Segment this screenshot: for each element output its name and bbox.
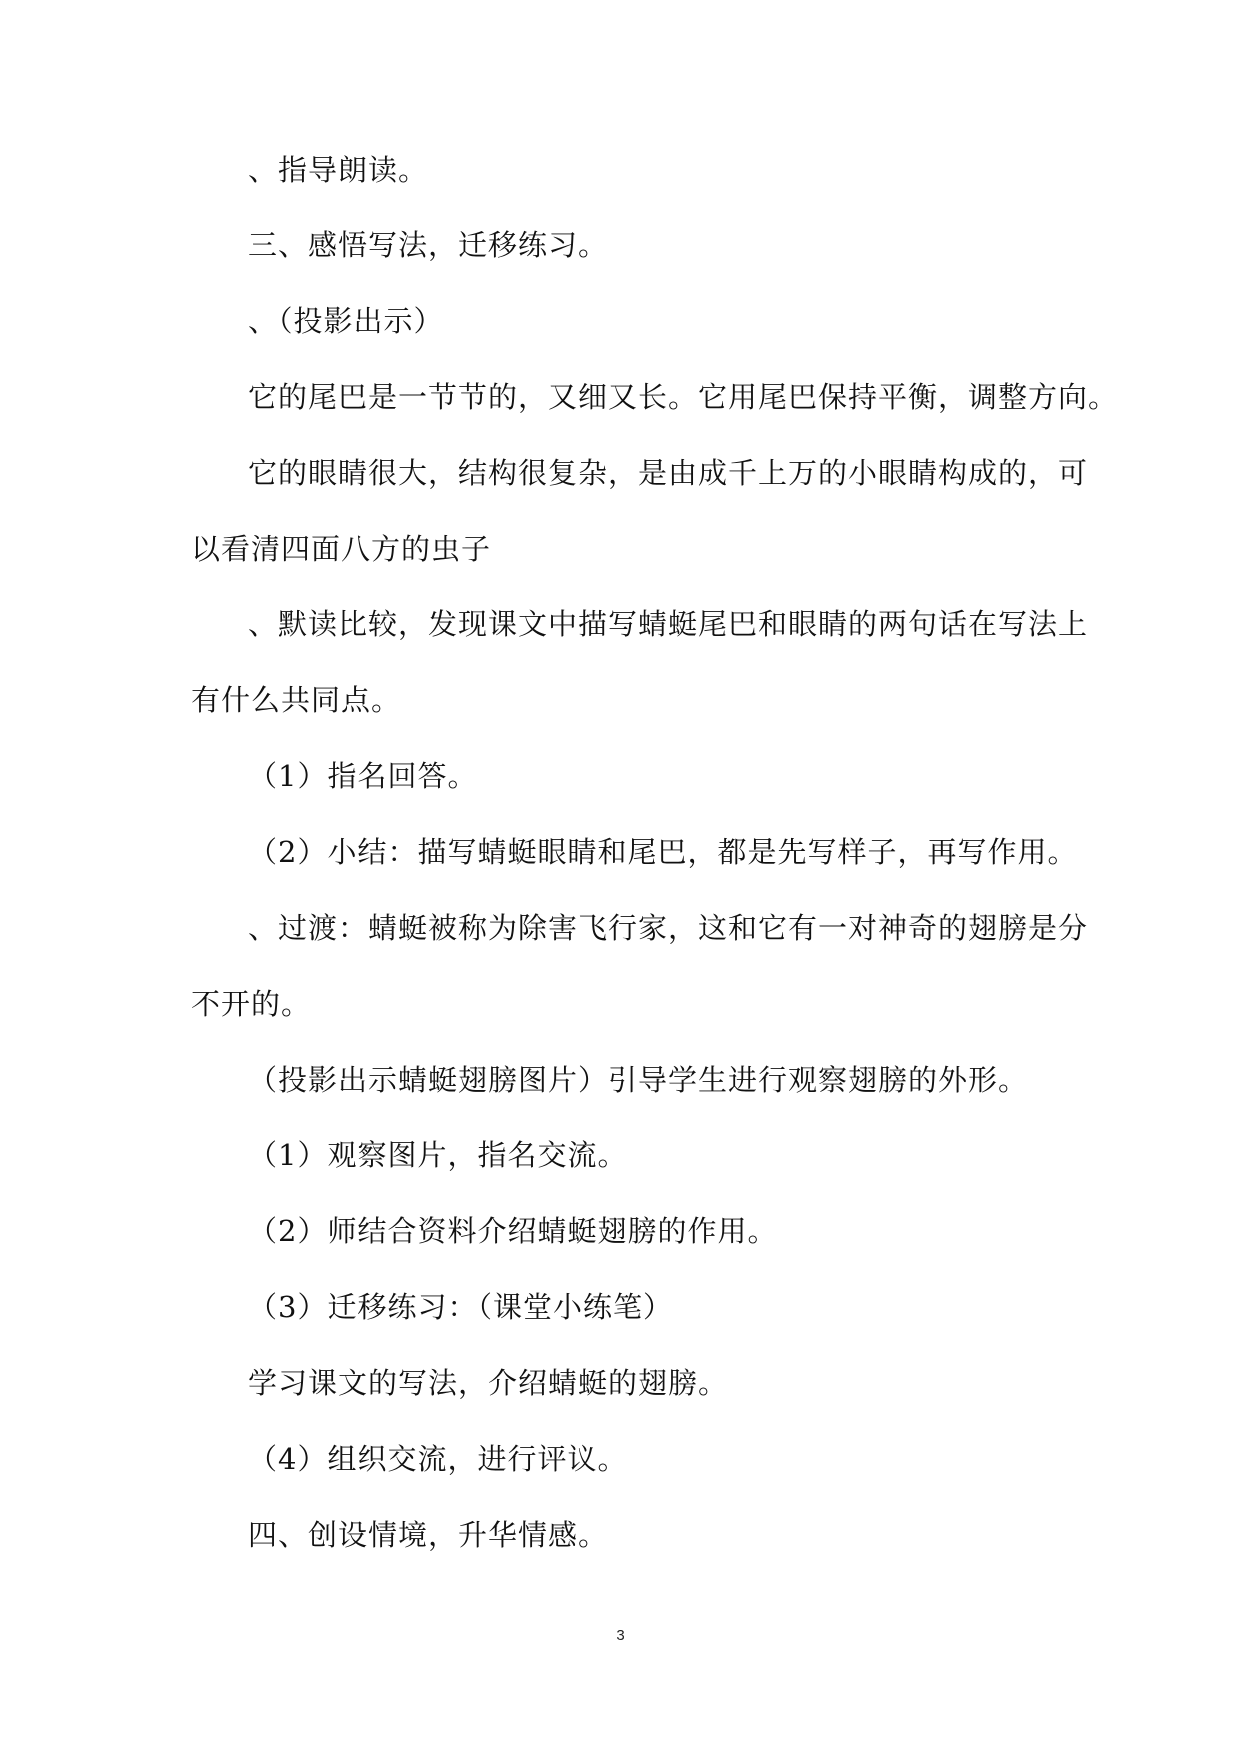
- text-line: （2）小结：描写蜻蜓眼睛和尾巴，都是先写样子，再写作用。: [248, 835, 1078, 869]
- section-heading: 四、创设情境，升华情感。: [248, 1518, 609, 1552]
- text-line: 、指导朗读。: [248, 153, 429, 187]
- text-line: 以看清四面八方的虫子: [191, 532, 492, 566]
- text-line: 它的眼睛很大，结构很复杂，是由成千上万的小眼睛构成的，可: [248, 456, 1089, 490]
- text-line: （1）指名回答。: [248, 759, 478, 793]
- text-line: （2）师结合资料介绍蜻蜓翅膀的作用。: [248, 1214, 778, 1248]
- page-number: 3: [616, 1627, 625, 1644]
- text-line: 它的尾巴是一节节的，又细又长。它用尾巴保持平衡，调整方向。: [248, 380, 1119, 414]
- text-line: （3）迁移练习：（课堂小练笔）: [248, 1290, 673, 1324]
- text-line: 、默读比较，发现课文中描写蜻蜓尾巴和眼睛的两句话在写法上: [248, 607, 1089, 641]
- text-line: 不开的。: [191, 987, 312, 1021]
- text-line: 、（投影出示）: [248, 304, 444, 338]
- section-heading: 三、感悟写法，迁移练习。: [248, 228, 609, 262]
- text-line: （4）组织交流，进行评议。: [248, 1442, 628, 1476]
- text-line: （1）观察图片，指名交流。: [248, 1138, 628, 1172]
- text-line: 有什么共同点。: [191, 683, 402, 717]
- text-line: 学习课文的写法，介绍蜻蜓的翅膀。: [248, 1366, 729, 1400]
- text-line: 、过渡：蜻蜓被称为除害飞行家，这和它有一对神奇的翅膀是分: [248, 911, 1089, 945]
- text-line: （投影出示蜻蜓翅膀图片）引导学生进行观察翅膀的外形。: [248, 1063, 1029, 1097]
